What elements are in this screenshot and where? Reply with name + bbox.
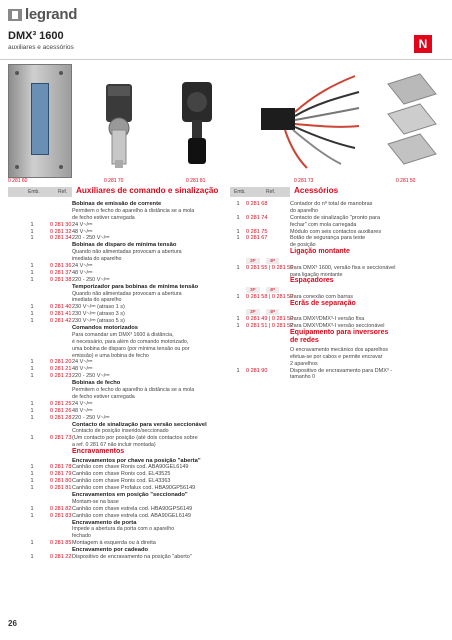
reference-number: 0 281 42 xyxy=(50,318,72,325)
pack-quantity: 1 xyxy=(236,293,240,300)
product-image-handle xyxy=(162,64,232,172)
pack-quantity: 1 xyxy=(236,322,240,329)
pole-3p-label: 3P xyxy=(246,287,260,293)
description: uma bobina de disparo (por mínima tensão ou por xyxy=(72,345,190,352)
description: Canhão com chave estrela cod. ABA90GEL6149 xyxy=(72,512,191,519)
caption-product-1: 0 281 60 xyxy=(8,178,28,184)
description: 220 - 250 V~/⎓ xyxy=(72,276,110,283)
description: fechar" com mola carregada xyxy=(290,221,357,228)
section-heading: de redes xyxy=(290,337,319,345)
pole-header xyxy=(246,258,279,265)
caption-product-5: 0 281 50 xyxy=(396,178,416,184)
reference-number: 0 281 80 xyxy=(50,478,72,485)
pack-quantity: 1 xyxy=(236,235,240,242)
description: Permitem o fecho do aparelho à distância se a mola xyxy=(72,207,195,214)
description: Impede a abertura da porta com o aparelho xyxy=(72,526,175,533)
right-header-ref: Ref. xyxy=(266,189,276,195)
section-heading: Bobinas de disparo de mínima tensão xyxy=(72,242,177,249)
brand-name: legrand xyxy=(25,6,78,23)
product-image-front-panel xyxy=(8,64,72,178)
section-heading: Encravamentos xyxy=(72,448,125,456)
right-table-header xyxy=(230,187,290,197)
pack-quantity: 1 xyxy=(30,435,34,442)
reference-number: 0 281 85 xyxy=(50,540,72,547)
pack-quantity: 1 xyxy=(236,214,240,221)
pack-quantity: 1 xyxy=(30,276,34,283)
description: 48 V~/⎓ xyxy=(72,366,93,373)
pack-quantity: 1 xyxy=(30,464,34,471)
description: Quando não alimentadas provocam a abertura xyxy=(72,290,182,297)
reference-number: 0 281 22 xyxy=(50,554,72,561)
description: Contador do nº total de manobras xyxy=(290,201,373,207)
right-section-title: Acessórios xyxy=(294,186,339,195)
description: Canhão com chave estrela cod. HBA90GPS6149 xyxy=(72,505,193,512)
description: 220 - 250 V~/⎓ xyxy=(72,414,110,421)
description: Permitem o fecho do aparelho à distância se a mola xyxy=(72,387,195,394)
description: 24 V~/⎓ xyxy=(72,263,93,270)
description: Montam-se na base xyxy=(72,498,119,505)
description: Quando não alimentadas provocam a abertura xyxy=(72,249,182,256)
description: (Um contacto por posição (até dois contactos sobre xyxy=(72,435,198,442)
pack-quantity: 1 xyxy=(30,414,34,421)
pack-quantity: 1 xyxy=(30,407,34,414)
description: do aparelho xyxy=(290,207,318,214)
description: 48 V~/⎓ xyxy=(72,407,93,414)
pack-quantity: 1 xyxy=(30,311,34,318)
reference-number: 0 281 20 xyxy=(50,359,72,366)
description: Canhão com chave Ronis cod. ABA90GEL6149 xyxy=(72,464,189,471)
reference-number: 0 281 25 xyxy=(50,400,72,407)
description: Canhão com chave Ronis cod. EL43525 xyxy=(72,471,171,478)
caption-product-3: 0 281 81 xyxy=(186,178,206,184)
description: a ref. 0 281 67 não incluir montada) xyxy=(72,442,156,449)
pack-quantity: 1 xyxy=(30,471,34,478)
pack-quantity: 1 xyxy=(236,367,240,374)
description: Montagem à esquerda ou à direita xyxy=(72,540,156,547)
description: 230 V~/⎓ (atraso 3 s) xyxy=(72,311,125,318)
page-subtitle: auxiliares e acessórios xyxy=(8,44,74,51)
description: de fecho estiver carregada xyxy=(72,214,135,221)
reference-number: 0 281 78 xyxy=(50,464,72,471)
pack-quantity: 1 xyxy=(30,359,34,366)
section-heading: Encravamento por cadeado xyxy=(72,547,149,554)
product-image-busbars xyxy=(380,64,445,172)
pack-quantity: 1 xyxy=(30,485,34,492)
description: 230 V~/⎓ (atraso 1 s) xyxy=(72,304,125,311)
description: 220 - 250 V~/⎓ xyxy=(72,235,110,242)
pack-quantity: 1 xyxy=(30,478,34,485)
reference-number: 0 281 36 xyxy=(50,263,72,270)
reference-number: 0 281 37 xyxy=(50,269,72,276)
description: 220 - 250 V~/⎓ xyxy=(72,373,110,380)
section-heading: Contacto de sinalização para versão seccionável xyxy=(72,421,207,428)
reference-number: 0 281 30 xyxy=(50,221,72,228)
description: imediata do aparelho xyxy=(72,297,122,304)
reference-number: 0 281 34 xyxy=(50,235,72,242)
reference-number: 0 281 90 xyxy=(246,367,268,374)
reference-number: 0 281 83 xyxy=(50,512,72,519)
description: 230 V~/⎓ (atraso 5 s) xyxy=(72,318,125,325)
section-heading: Bobinas de fecho xyxy=(72,380,121,387)
section-heading: Equipamento para inversores xyxy=(290,328,389,336)
section-heading: Encravamentos por chave na posição "aberta" xyxy=(72,457,201,464)
pack-quantity: 1 xyxy=(30,554,34,561)
legrand-mark-icon xyxy=(8,9,22,21)
description: efetua-se por cabos e permite encravar xyxy=(290,353,383,360)
pack-quantity: 1 xyxy=(30,512,34,519)
pack-quantity: 1 xyxy=(30,228,34,235)
reference-number: 0 281 68 xyxy=(246,201,268,207)
pack-quantity: 1 xyxy=(30,540,34,547)
reference-number: 0 281 23 xyxy=(50,373,72,380)
description: 24 V~/⎓ xyxy=(72,359,93,366)
description: 2 aparelhos xyxy=(290,360,318,367)
pack-quantity: 1 xyxy=(30,235,34,242)
left-header-ref: Ref. xyxy=(58,189,68,195)
pack-quantity: 1 xyxy=(30,221,34,228)
description: Dispositivo de encravamento para DMX³ - xyxy=(290,367,393,374)
description: 24 V~/⎓ xyxy=(72,400,93,407)
reference-number: 0 281 26 xyxy=(50,407,72,414)
pack-quantity: 1 xyxy=(30,505,34,512)
section-heading: Ligação montante xyxy=(290,248,350,256)
description: O encravamento mecânico dos aparelhos xyxy=(290,346,389,353)
description: fechado xyxy=(72,533,91,540)
product-image-contacts-module xyxy=(255,64,365,172)
pole-4p-label: 4P xyxy=(266,309,280,315)
right-header-emb: Emb. xyxy=(234,189,246,195)
reference-number: 0 281 58 | 0 281 59 xyxy=(246,293,294,300)
caption-product-2: 0 281 70 xyxy=(104,178,124,184)
description: Contacto de sinalização "pronto para xyxy=(290,214,381,221)
section-heading: Temporizador para bobinas de mínima tensão xyxy=(72,283,199,290)
reference-number: 0 281 74 xyxy=(246,214,268,221)
description: Dispositivo de encravamento na posição "aberto" xyxy=(72,554,192,561)
reference-number: 0 281 21 xyxy=(50,366,72,373)
section-heading: Espaçadores xyxy=(290,277,334,285)
description: Para comandar um DMX³ 1600 à distância, xyxy=(72,331,174,338)
description: tamanho 0 xyxy=(290,374,316,381)
description: Módulo com seis contactos auxiliares xyxy=(290,228,382,235)
description: de fecho estiver carregada xyxy=(72,393,135,400)
caption-product-4: 0 281 73 xyxy=(294,178,314,184)
left-section-title: Auxiliares de comando e sinalização xyxy=(76,186,219,195)
pack-quantity: 1 xyxy=(236,264,240,271)
section-heading: Encravamento de porta xyxy=(72,519,137,526)
reference-number: 0 281 51 | 0 281 52 xyxy=(246,322,294,329)
pole-header xyxy=(246,287,279,294)
header-divider xyxy=(0,59,452,60)
pack-quantity: 1 xyxy=(30,400,34,407)
reference-number: 0 281 38 xyxy=(50,276,72,283)
left-header-emb: Emb. xyxy=(28,189,40,195)
description: Para conexão com barras xyxy=(290,293,353,300)
reference-number: 0 281 32 xyxy=(50,228,72,235)
section-heading: Bobinas de emissão de corrente xyxy=(72,201,162,207)
reference-number: 0 281 28 xyxy=(50,414,72,421)
description: imediata do aparelho xyxy=(72,256,122,263)
section-heading: Comandos motorizados xyxy=(72,325,139,332)
pack-quantity: 1 xyxy=(30,269,34,276)
pole-3p-label: 3P xyxy=(246,258,260,264)
section-badge: N xyxy=(414,35,432,53)
pack-quantity: 1 xyxy=(236,316,240,323)
pack-quantity: 1 xyxy=(30,318,34,325)
reference-number: 0 281 75 xyxy=(246,228,268,235)
pole-header xyxy=(246,309,279,316)
pack-quantity: 1 xyxy=(30,373,34,380)
description: Botão de segurança para teste xyxy=(290,235,366,242)
description: Contacto de posição inserido/seccionado xyxy=(72,428,169,435)
reference-number: 0 281 79 xyxy=(50,471,72,478)
description: Para DMX³/DMX³-I versão fixa xyxy=(290,316,365,323)
page-number: 26 xyxy=(8,619,17,628)
pack-quantity: 1 xyxy=(236,201,240,207)
pole-4p-label: 4P xyxy=(266,287,280,293)
section-heading: Ecrãs de separação xyxy=(290,299,356,307)
pack-quantity: 1 xyxy=(30,263,34,270)
reference-number: 0 281 49 | 0 281 50 xyxy=(246,316,294,323)
reference-number: 0 281 67 xyxy=(246,235,268,242)
pack-quantity: 1 xyxy=(30,366,34,373)
reference-number: 0 281 82 xyxy=(50,505,72,512)
section-heading: Encravamentos em posição "seccionado" xyxy=(72,492,188,499)
description: Canhão com chave Ronis cod. EL43363 xyxy=(72,478,171,485)
description: Para DMX³/DMX³-I versão seccionável xyxy=(290,322,385,329)
description: 24 V~/⎓ xyxy=(72,221,93,228)
brand-logo xyxy=(8,6,77,23)
description: Para DMX³ 1600, versão fixa e seccionável xyxy=(290,264,396,271)
reference-number: 0 281 41 xyxy=(50,311,72,318)
description: 48 V~/⎓ xyxy=(72,269,93,276)
reference-number: 0 281 73 xyxy=(50,435,72,442)
description: é necessário, para além do comando motorizado, xyxy=(72,338,189,345)
description: Canhão com chave Profalux cod. HBA90GP56149 xyxy=(72,485,196,492)
description: emissão) e uma bobina de fecho xyxy=(72,352,149,359)
reference-number: 0 281 40 xyxy=(50,304,72,311)
description: de posição xyxy=(290,242,316,249)
pack-quantity: 1 xyxy=(30,304,34,311)
pole-4p-label: 4P xyxy=(266,258,280,264)
pack-quantity: 1 xyxy=(236,228,240,235)
description: para ligação montante xyxy=(290,271,343,278)
page-title: DMX³ 1600 xyxy=(8,30,64,42)
pole-3p-label: 3P xyxy=(246,309,260,315)
reference-number: 0 281 55 | 0 281 56 xyxy=(246,264,294,271)
description: 48 V~/⎓ xyxy=(72,228,93,235)
left-table-header xyxy=(8,187,72,197)
reference-number: 0 281 81 xyxy=(50,485,72,492)
product-image-key-lock xyxy=(88,64,148,172)
